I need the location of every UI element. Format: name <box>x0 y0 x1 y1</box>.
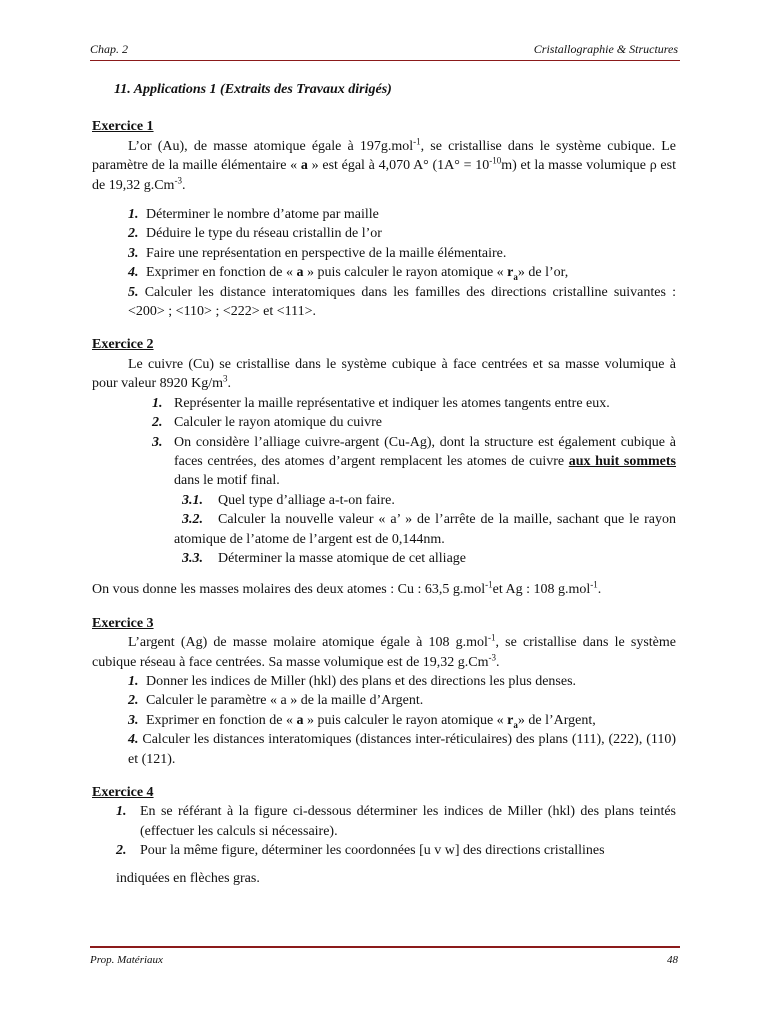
list-item: 1. En se référant à la figure ci-dessous déterminer les indices de Miller (hkl) des plans teintés (effectuer les calculs si nécessaire). <box>116 804 676 839</box>
list-item: 2. Calculer le paramètre « a » de la maille d’Argent. <box>128 693 424 709</box>
exercise-3-statement: L’argent (Ag) de masse molaire atomique égale à 108 g.mol$^{-1}$, se cristallise dans le système cubique réseau à face centrées. Sa masse volumique est de 19,32 $g.Cm^{-3}$. <box>92 632 676 670</box>
list-item: 1. Donner les indices de Miller (hkl) des plans et des directions les plus denses. <box>128 673 577 689</box>
exercise-2-questions <box>92 394 676 491</box>
exercise-3-questions <box>92 672 676 769</box>
list-item: 3. Exprimer en fonction de « a » puis calculer le rayon atomique « $r_a$» de l’Argent, <box>128 712 596 730</box>
list-item: 1. Représenter la maille représentative et indiquer les atomes tangents entre eux. <box>152 395 610 411</box>
header-rule <box>90 60 680 61</box>
exercise-4-title: Exercice 4 <box>92 785 154 800</box>
header-course: Cristallographie & Structures <box>533 42 678 56</box>
list-item: 3.3. Déterminer la masse atomique de cet alliage <box>182 550 467 566</box>
exercise-1-title: Exercice 1 <box>92 119 154 135</box>
footer-course: Prop. Matériaux <box>90 954 163 966</box>
exercise-2-title: Exercice 2 <box>92 337 154 353</box>
list-item: 1. Déterminer le nombre d’atome par maille <box>128 207 379 223</box>
list-item: 4. Calculer les distances interatomiques (distances inter-réticulaires) des plans (111), (222), (110) et (121). <box>128 732 677 767</box>
exercise-1-questions <box>92 205 676 321</box>
list-item: 5. Calculer les distance interatomiques dans les familles des directions cristalline suivantes : <200> ; <110> ; <222> et <111>. <box>128 284 677 320</box>
list-item: 4. Exprimer en fonction de « a » puis calculer le rayon atomique « $r_a$» de l’or, <box>128 265 569 283</box>
header-chapter: Chap. 2 <box>90 42 129 56</box>
list-item: 2. Déduire le type du réseau cristallin de l’or <box>128 226 382 242</box>
list-item: 2. Pour la même figure, déterminer les coordonnées [u v w] des directions cristallines indiquées en flèches gras. <box>116 843 605 886</box>
list-item: 3. On considère l’alliage cuivre-argent (Cu-Ag), dont la structure est également cubique à faces centrées, des atomes d’argent remplacent les atomes de cuivre aux huit sommets dans le motif final. <box>152 434 676 489</box>
exercise-2-subquestions <box>92 491 676 569</box>
list-item: 3. Faire une représentation en perspective de la maille élémentaire. <box>128 245 507 261</box>
list-item: 3.2. Calculer la nouvelle valeur « a’ » de l’arrête de la maille, sachant que le rayon atomique de l’atome de l’argent est de 0,144nm. <box>174 512 676 547</box>
page-number: 48 <box>667 954 678 966</box>
exercise-2-statement: Le cuivre (Cu) se cristallise dans le système cubique à face centrées et sa masse volumique à pour valeur 8920 $Kg/m^3$. <box>92 356 676 392</box>
document-body <box>92 80 676 889</box>
list-item: 2. Calculer le rayon atomique du cuivre <box>152 415 382 431</box>
footer-rule <box>90 946 680 948</box>
section-title: 11. Applications 1 (Extraits des Travaux dirigés) <box>114 82 392 97</box>
exercise-2-note: On vous donne les masses molaires des deux atomes : Cu : 63,5 g.mol$^{-1}$et Ag : 108 g.mol$^{-1}$. <box>92 579 602 598</box>
exercise-1-statement: L’or (Au), de masse atomique égale à 197g.mol$^{-1}$, se cristallise dans le système cubique. Le paramètre de la maille élémentaire « a » est égal à 4,070 A° $(1A^\circ = 10^{-10}m)$ et la masse volumique ρ est de 19,32 $g.Cm^{-3}$. <box>92 136 676 193</box>
exercise-3-title: Exercice 3 <box>92 615 154 631</box>
exercise-4-questions <box>92 802 676 888</box>
list-item: 3.1. Quel type d’alliage a-t-on faire. <box>182 492 395 508</box>
